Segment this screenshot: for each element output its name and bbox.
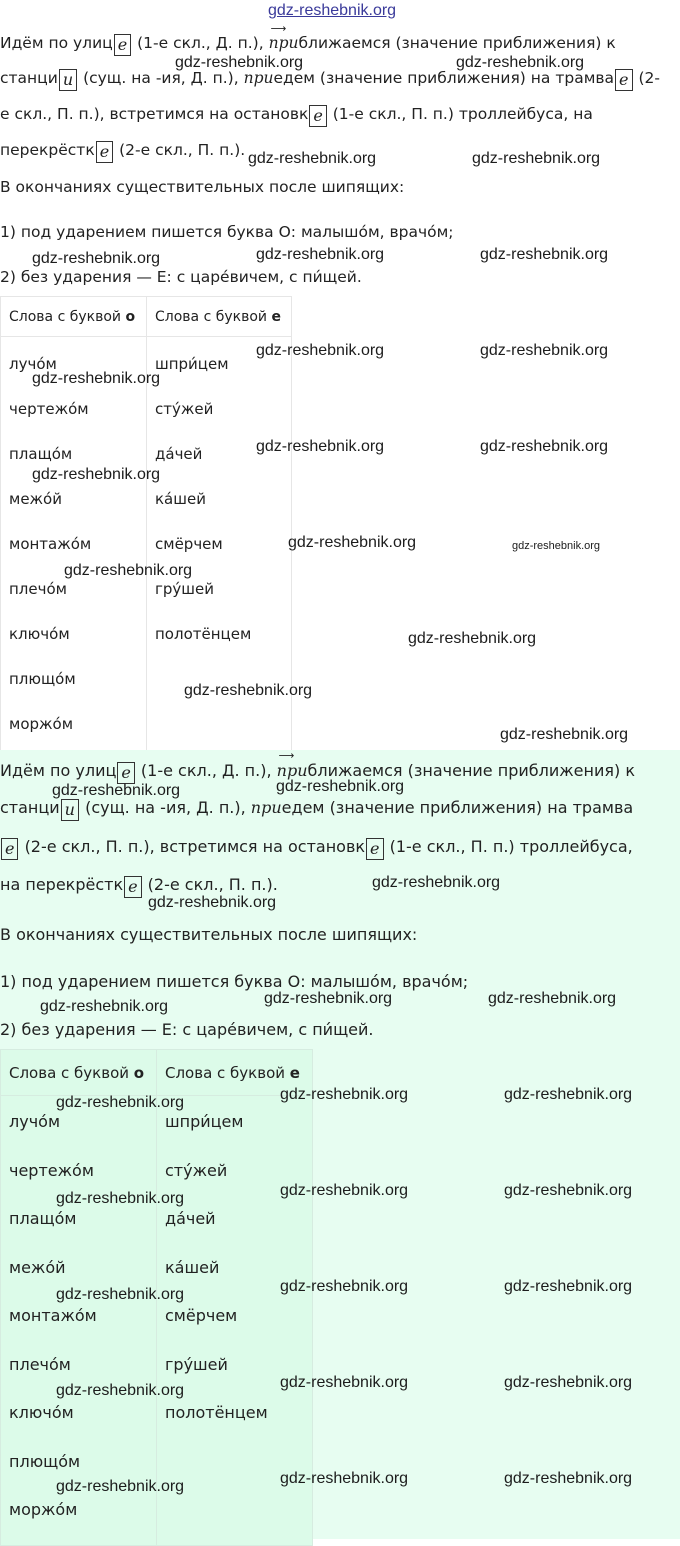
text: Идём по улиц <box>0 34 113 52</box>
word-cell: моржо́м <box>9 715 74 733</box>
watermark: gdz-reshebnik.org <box>280 1278 409 1295</box>
word-cell: плащо́м <box>9 445 73 463</box>
word-cell: ка́шей <box>155 490 206 508</box>
word-cell: плечо́м <box>9 580 67 598</box>
watermark: gdz-reshebnik.org <box>472 150 601 167</box>
word-cell: монтажо́м <box>9 1306 97 1325</box>
watermark: gdz-reshebnik.org <box>56 1286 185 1303</box>
text-line-1 <box>0 22 616 56</box>
answer-box: е <box>366 838 383 860</box>
rule-2-b: 2) без ударения — Е: с царе́вичем, с пи́щей. <box>0 1020 374 1039</box>
word-cell: монтажо́м <box>9 535 92 553</box>
watermark: gdz-reshebnik.org <box>256 246 385 263</box>
text-line-3b <box>0 837 633 860</box>
word-cell: сту́жей <box>165 1160 228 1180</box>
prefix-mark <box>268 22 299 52</box>
text: ближаемся (значение приближения) к <box>307 761 635 780</box>
word-cell: лучо́м <box>9 1112 61 1131</box>
text: Идём по улиц <box>0 761 117 780</box>
watermark: gdz-reshebnik.org <box>40 998 169 1015</box>
watermark: gdz-reshebnik.org <box>504 1278 633 1295</box>
answer-box: е <box>1 838 18 860</box>
watermark: gdz-reshebnik.org <box>32 466 161 483</box>
text: (1-е скл., Д. п.), <box>137 34 264 52</box>
word-cell: да́чей <box>165 1209 216 1228</box>
word-cell: ка́шей <box>165 1257 220 1277</box>
watermark: gdz-reshebnik.org <box>64 562 193 579</box>
arrow-icon: ⟶ <box>278 749 294 762</box>
watermark: gdz-reshebnik.org <box>56 1382 185 1399</box>
watermark: gdz-reshebnik.org <box>288 534 417 551</box>
answer-box: и <box>59 69 77 91</box>
answer-box: е <box>124 876 141 898</box>
watermark: gdz-reshebnik.org <box>256 438 385 455</box>
answer-box: и <box>61 799 79 821</box>
text: (сущ. на -ия, Д. п.), <box>83 69 239 87</box>
text: (2-е скл., П. п.), встретимся на остановк <box>24 837 366 856</box>
header-text: Слова с буквой <box>165 1064 286 1082</box>
table-header-o <box>1 1050 157 1096</box>
prefix: при <box>250 798 282 817</box>
answer-box: е <box>615 69 632 91</box>
answer-box: е <box>309 105 326 127</box>
watermark: gdz-reshebnik.org <box>280 1086 409 1103</box>
column-o <box>1 337 147 753</box>
text-line-4 <box>0 141 245 163</box>
text: станци <box>0 69 58 87</box>
word-cell: межо́й <box>9 1257 66 1277</box>
watermark: gdz-reshebnik.org <box>264 990 393 1007</box>
header-text: Слова с буквой <box>9 309 122 325</box>
watermark: gdz-reshebnik.org <box>280 1182 409 1199</box>
text: едем (значение приближения) на трамва <box>281 798 634 817</box>
watermark: gdz-reshebnik.org <box>280 1470 409 1487</box>
word-cell: гру́шей <box>155 580 214 598</box>
text-line-2b <box>0 798 633 821</box>
watermark: gdz-reshebnik.org <box>504 1182 633 1199</box>
rule-1-b: 1) под ударением пишется буква О: малышо́м, врачо́м; <box>0 972 469 991</box>
text-line-3 <box>0 105 593 127</box>
text: (сущ. на -ия, Д. п.), <box>85 798 246 817</box>
watermark: gdz-reshebnik.org <box>32 250 161 267</box>
header-text: Слова с буквой <box>9 1064 130 1082</box>
header-letter: о <box>133 1064 145 1082</box>
answer-box: е <box>117 762 134 784</box>
text: (1-е скл., П. п.) троллейбуса, <box>389 837 633 856</box>
word-cell: моржо́м <box>9 1500 78 1519</box>
prefix: при <box>268 34 299 52</box>
word-cell: полотёнцем <box>155 625 252 643</box>
header-text: Слова с буквой <box>155 309 268 325</box>
prefix: при <box>243 69 274 87</box>
word-cell: ключо́м <box>9 625 70 643</box>
prefix: при <box>276 761 308 780</box>
text: едем (значение приближения) на трамва <box>273 69 615 87</box>
word-cell: лучо́м <box>9 355 57 373</box>
word-cell: чертежо́м <box>9 1160 94 1180</box>
word-cell: плющо́м <box>9 670 76 688</box>
watermark: gdz-reshebnik.org <box>488 990 617 1007</box>
watermark: gdz-reshebnik.org <box>372 874 501 891</box>
watermark: gdz-reshebnik.org <box>184 682 313 699</box>
text: станци <box>0 798 60 817</box>
answer-box: е <box>96 141 113 163</box>
watermark: gdz-reshebnik.org <box>276 778 405 795</box>
word-cell: плащо́м <box>9 1209 77 1228</box>
watermark: gdz-reshebnik.org <box>56 1190 185 1207</box>
rule-intro: В окончаниях существительных после шипящих: <box>0 178 405 196</box>
text: на перекрёстк <box>0 875 124 894</box>
answer-box: е <box>114 34 131 56</box>
word-cell: шпри́цем <box>165 1112 244 1131</box>
word-cell: гру́шей <box>165 1354 228 1374</box>
header-letter: е <box>289 1064 300 1082</box>
word-cell: плечо́м <box>9 1354 71 1374</box>
word-cell: межо́й <box>9 490 62 508</box>
word-cell: шпри́цем <box>155 355 229 373</box>
word-cell: сту́жей <box>155 400 214 418</box>
watermark: gdz-reshebnik.org <box>512 540 601 552</box>
header-watermark-link[interactable]: gdz-reshebnik.org <box>268 2 397 19</box>
watermark: gdz-reshebnik.org <box>504 1086 633 1103</box>
text: ближаемся (значение приближения) к <box>298 34 616 52</box>
rule-intro-b: В окончаниях существительных после шипящих: <box>0 925 418 944</box>
word-cell: смёрчем <box>165 1306 238 1325</box>
word-cell: плющо́м <box>9 1451 81 1471</box>
table-header-e <box>147 297 292 337</box>
watermark: gdz-reshebnik.org <box>456 54 585 71</box>
rule-2: 2) без ударения — Е: с царе́вичем, с пи́щей. <box>0 268 362 286</box>
header-letter: о <box>125 309 136 325</box>
watermark: gdz-reshebnik.org <box>32 370 161 387</box>
word-cell: смёрчем <box>155 535 223 553</box>
watermark: gdz-reshebnik.org <box>56 1478 185 1495</box>
word-cell: да́чей <box>155 445 203 463</box>
watermark: gdz-reshebnik.org <box>52 782 181 799</box>
watermark: gdz-reshebnik.org <box>248 150 377 167</box>
word-cell: полотёнцем <box>165 1403 268 1422</box>
word-cell: чертежо́м <box>9 400 89 418</box>
watermark: gdz-reshebnik.org <box>504 1470 633 1487</box>
watermark: gdz-reshebnik.org <box>480 246 609 263</box>
rule-1: 1) под ударением пишется буква О: малышо́м, врачо́м; <box>0 223 454 241</box>
text: е скл., П. п.), встретимся на остановк <box>0 105 309 123</box>
text: (2- <box>638 69 660 87</box>
text: (1-е скл., Д. п.), <box>140 761 272 780</box>
watermark: gdz-reshebnik.org <box>280 1374 409 1391</box>
header-letter: е <box>271 309 281 325</box>
watermark: gdz-reshebnik.org <box>175 54 304 71</box>
watermark: gdz-reshebnik.org <box>56 1094 185 1111</box>
word-cell: ключо́м <box>9 1403 74 1422</box>
watermark: gdz-reshebnik.org <box>480 342 609 359</box>
watermark: gdz-reshebnik.org <box>500 726 629 743</box>
watermark: gdz-reshebnik.org <box>408 630 537 647</box>
text: (2-е скл., П. п.). <box>147 875 278 894</box>
arrow-icon: ⟶ <box>270 22 286 35</box>
watermark: gdz-reshebnik.org <box>148 894 277 911</box>
text-line-2 <box>0 69 660 91</box>
watermark: gdz-reshebnik.org <box>480 438 609 455</box>
text: перекрёстк <box>0 141 95 159</box>
text: (1-е скл., П. п.) троллейбуса, на <box>332 105 593 123</box>
watermark: gdz-reshebnik.org <box>504 1374 633 1391</box>
table-header-o <box>1 297 147 337</box>
watermark: gdz-reshebnik.org <box>256 342 385 359</box>
text: (2-е скл., П. п.). <box>119 141 246 159</box>
